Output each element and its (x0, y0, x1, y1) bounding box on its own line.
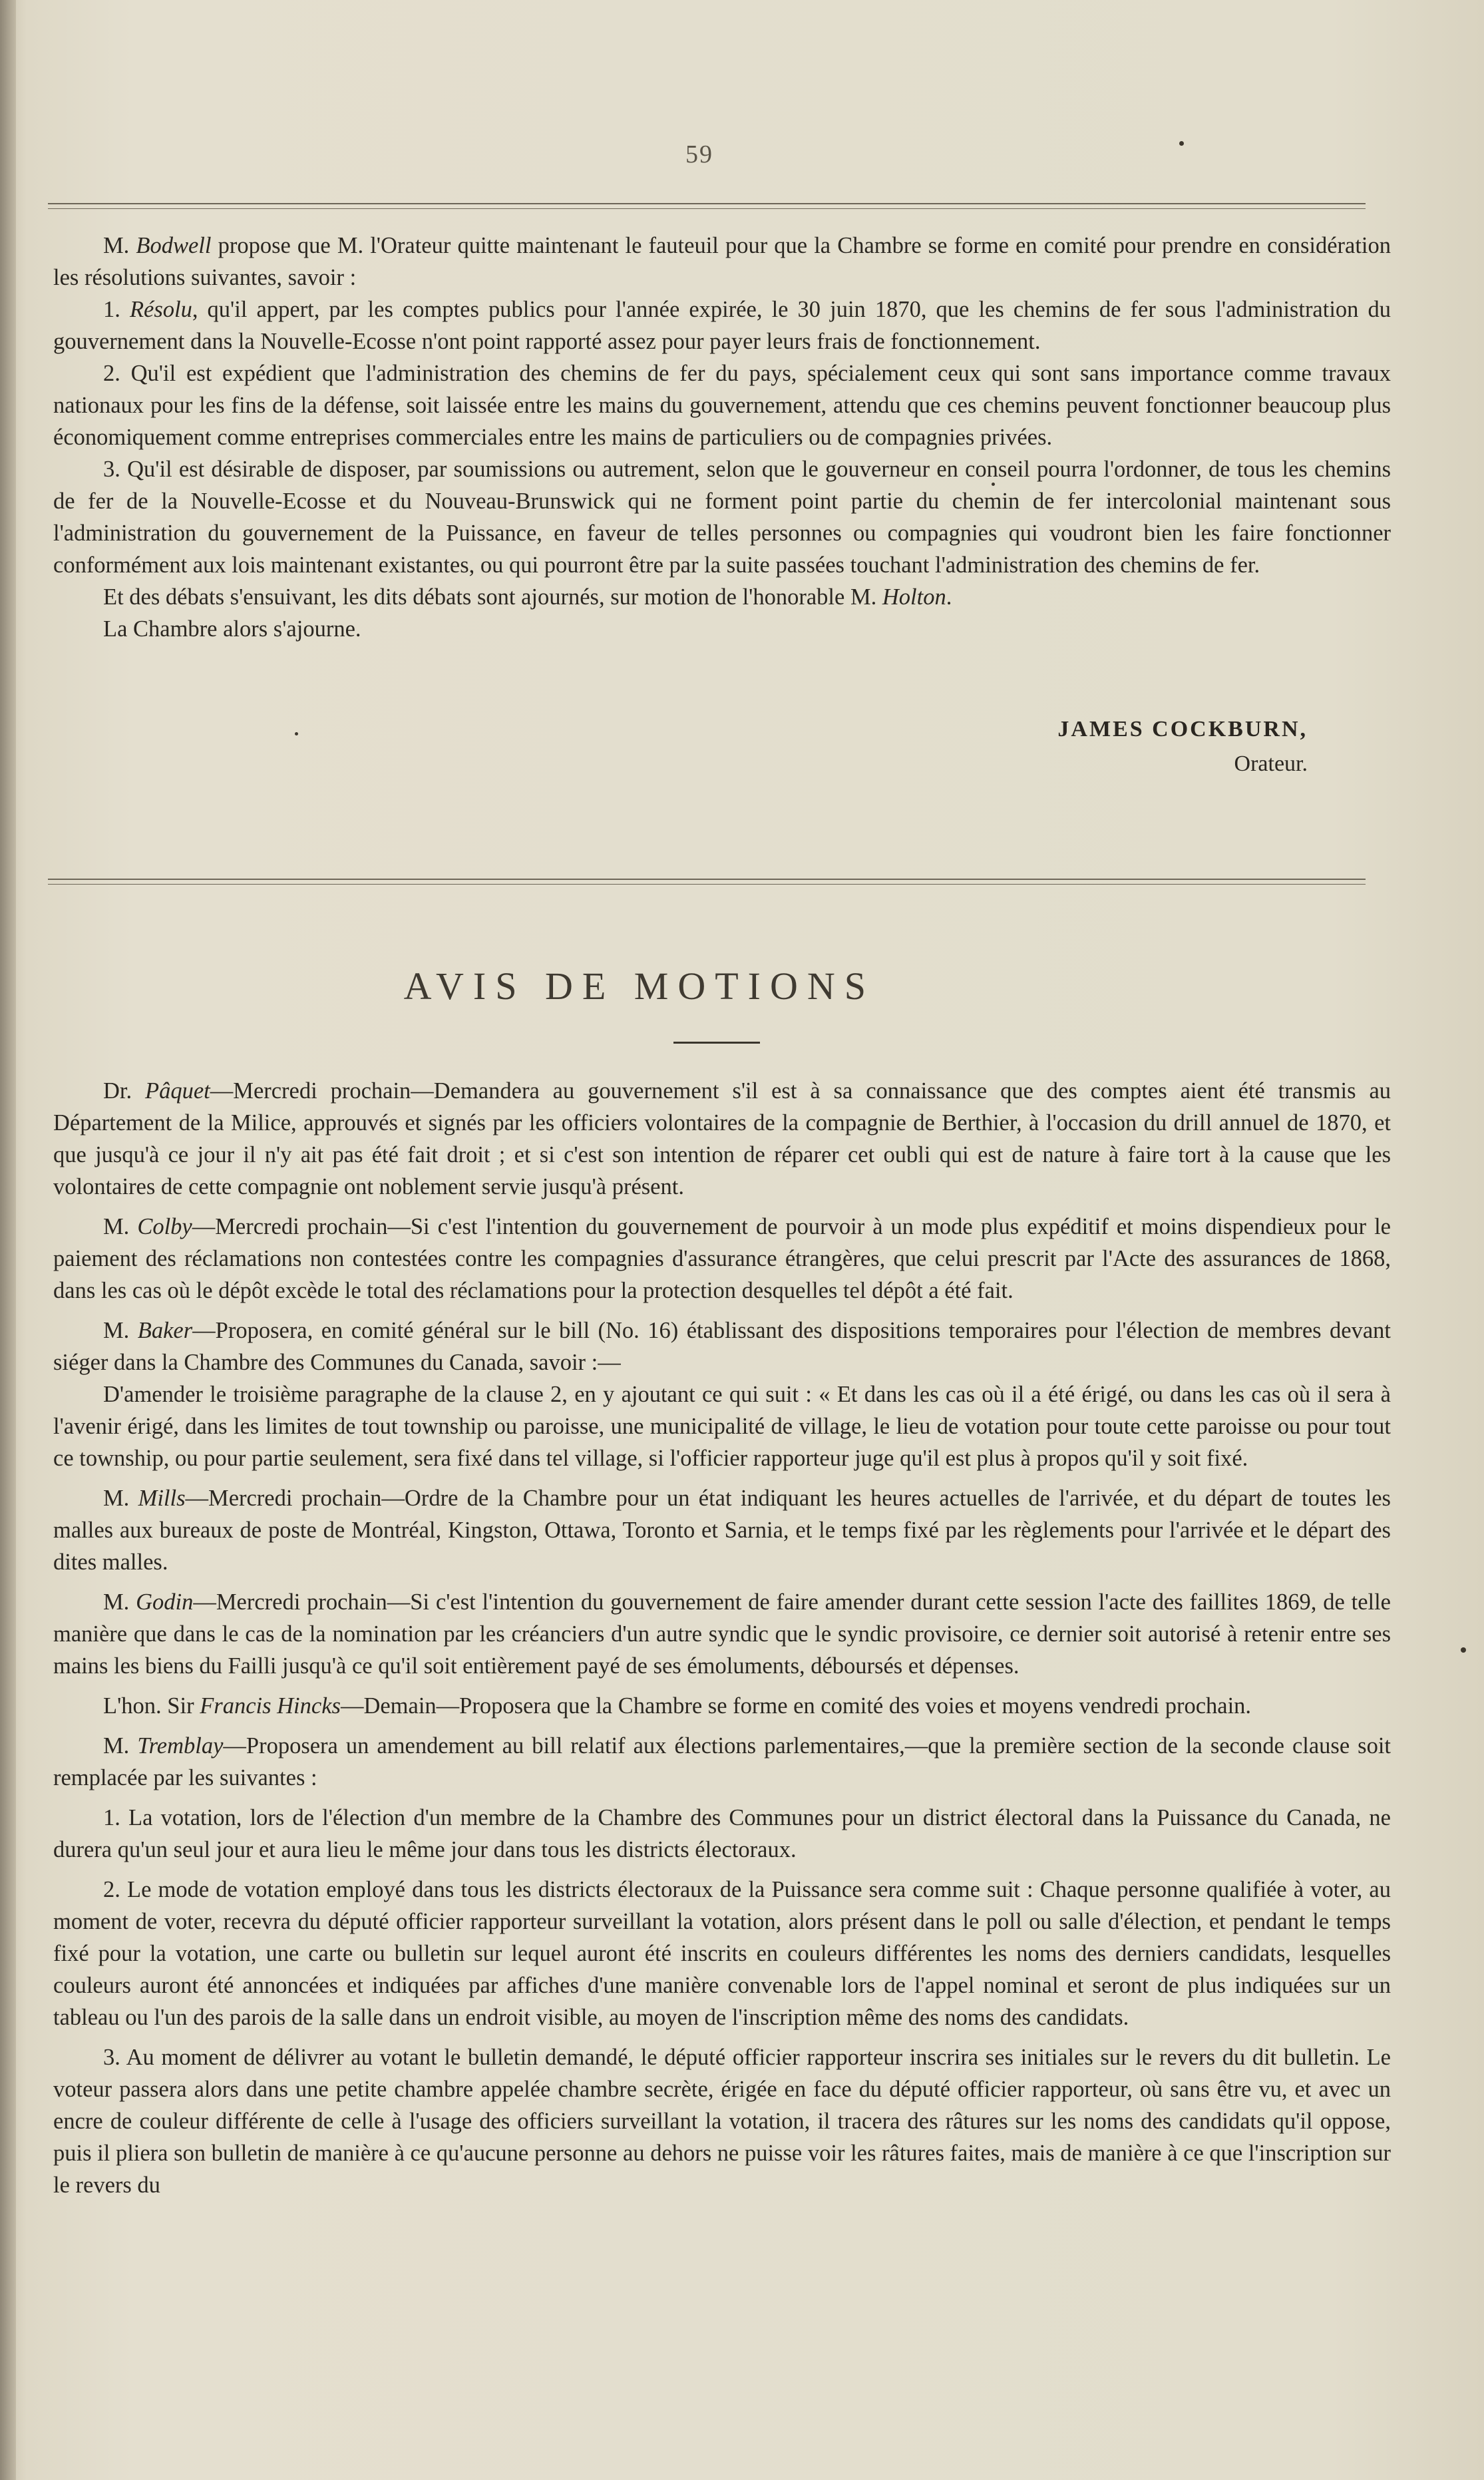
motion-text: —Proposera, en comité général sur le bill (No. 16) établissant des dispositions temporaires pour l'élection de membres devant siéger dans la Chambre des Communes du Canada, savoir :— (53, 1318, 1391, 1375)
motions-section (53, 1075, 1391, 2201)
page-number: 59 (685, 140, 713, 168)
member-name: Holton (882, 584, 946, 610)
scan-speck (992, 483, 995, 486)
tremblay-clause-3: 3. Au moment de délivrer au votant le bulletin demandé, le député officier rapporteur inscrira ses initiales sur le revers du dit bulletin. Le voteur passera alors dans une petite chambre appelée chambre secrète, érigée en face du député officier rapporteur, où sans être vu, et avec un encre de couleur différente de celle à l'usage des officiers surveillant la votation, il tracera des râtures sur les noms des candidats qu'il oppose, puis il pliera son bulletin de manière à ce qu'aucune personne au dehors ne puisse voir les râtures faites, mais de manière à ce que l'inscription sur le revers du (53, 2045, 1391, 2198)
paragraph-bodwell (53, 230, 1391, 294)
prefix: M. (103, 1486, 138, 1511)
scan-speck (1179, 141, 1184, 146)
member-name: Tremblay (137, 1733, 224, 1758)
motion-baker-amendment: D'amender le troisième paragraphe de la clause 2, en y ajoutant ce qui suit : « Et dans les cas où il a été érigé, ou dans les cas où il sera à l'avenir érigé, dans les limites de tout township ou paroisse, une municipalité de village, le lieu de votation pour toute cette paroisse ou pour tout ce township, ou pour partie seulement, sera fixé dans tel village, si l'officier rapporteur juge qu'il est plus à propos qu'il y soit fixé. (53, 1382, 1391, 1471)
motion-text: —Proposera un amendement au bill relatif aux élections parlementaires,—que la première section de la seconde clause soit remplacée par les suivantes : (53, 1733, 1391, 1790)
member-name: Mills (138, 1486, 186, 1511)
resolu-word: Résolu (129, 297, 192, 322)
motion-tremblay (53, 1730, 1391, 1794)
suffix: . (946, 584, 952, 610)
member-name: Pâquet (145, 1078, 210, 1104)
member-name: Bodwell (136, 233, 212, 258)
tremblay-clause-1: 1. La votation, lors de l'élection d'un membre de la Chambre des Communes pour un district électoral dans la Puissance du Canada, ne durera qu'un seul jour et aura lieu le même jour dans tous les districts électoraux. (53, 1805, 1391, 1862)
prefix: M. (103, 233, 136, 258)
debate-adjourned (53, 581, 1391, 613)
top-section (53, 230, 1391, 645)
motion-text: —Mercredi prochain—Ordre de la Chambre pour un état indiquant les heures actuelles de l'arrivée, et du départ de toutes les malles aux bureaux de poste de Montréal, Kingston, Ottawa, Toronto et Sarnia, et le temps fixé par les règlements pour l'arrivée et le départ des dites malles. (53, 1486, 1391, 1575)
prefix: M. (103, 1214, 138, 1239)
resolution-1 (53, 294, 1391, 357)
scan-speck (1461, 1647, 1466, 1653)
prefix: M. (103, 1733, 138, 1758)
motion-colby (53, 1211, 1391, 1307)
binding-edge (0, 0, 16, 2480)
title-underline (673, 1042, 760, 1044)
section-rule (48, 879, 1366, 880)
motion-godin (53, 1586, 1391, 1682)
motion-paquet (53, 1075, 1391, 1203)
member-name: Colby (137, 1214, 192, 1239)
motion-mills (53, 1482, 1391, 1578)
prefix: L'hon. Sir (103, 1693, 200, 1719)
resolution-2: 2. Qu'il est expédient que l'administration des chemins de fer du pays, spécialement ceux qui sont sans importance comme travaux nationaux pour les fins de la défense, soit laissée entre les mains du gouvernement, attendu que ces chemins peuvent fonctionner beaucoup plus économiquement comme entreprises commerciales entre les mains de particuliers ou de compagnies privées. (53, 361, 1391, 450)
prefix: M. (103, 1589, 136, 1615)
member-name: Baker (137, 1318, 193, 1343)
chamber-adjourns: La Chambre alors s'ajourne. (103, 616, 361, 642)
motion-text: —Mercredi prochain—Si c'est l'intention du gouvernement de faire amender durant cette session l'acte des faillites 1869, de telle manière que dans le cas de la nomination par les créanciers d'un autre syndic que le syndic provisoire, ce dernier soit autorisé à retenir entre ses mains les biens du Failli jusqu'à ce qu'il soit entièrement payé de ses émoluments, déboursés et dépenses. (53, 1589, 1391, 1679)
speaker-title: Orateur. (1234, 751, 1308, 776)
paragraph-text: , qu'il appert, par les comptes publics pour l'année expirée, le 30 juin 1870, que les chemins de fer sous l'administration du gouvernement dans la Nouvelle-Ecosse n'ont point rapporté assez pour payer leurs frais de fonctionnement. (53, 297, 1391, 354)
speaker-name: JAMES COCKBURN, (1057, 717, 1308, 741)
prefix: M. (103, 1318, 138, 1343)
paragraph-text: propose que M. l'Orateur quitte maintenant le fauteuil pour que la Chambre se forme en comité pour prendre en considération les résolutions suivantes, savoir : (53, 233, 1391, 290)
header-rule (48, 203, 1366, 204)
section-title: AVIS DE MOTIONS (403, 964, 875, 1008)
motion-text: —Mercredi prochain—Demandera au gouvernement s'il est à sa connaissance que des comptes aient été transmis au Département de la Milice, approuvés et signés par les officiers volontaires de la compagnie de Berthier, à l'occasion du drill annuel de 1870, et que jusqu'à ce jour il n'y ait pas été fait droit ; et si c'est son intention de réparer cet oubli qui est de nature à faire tort à la cause que les volontaires de cette compagnie ont noblement servie jusqu'à présent. (53, 1078, 1391, 1199)
motion-text: —Mercredi prochain—Si c'est l'intention du gouvernement de pourvoir à un mode plus expéditif et moins dispendieux pour le paiement des réclamations non contestées contre les compagnies d'assurance étrangères, que celui prescrit par l'Acte des assurances de 1868, dans les cas où le dépôt excède le total des réclamations pour la protection desquelles tel dépôt a été fait. (53, 1214, 1391, 1303)
tremblay-clause-2: 2. Le mode de votation employé dans tous les districts électoraux de la Puissance sera comme suit : Chaque personne qualifiée à voter, au moment de voter, recevra du député officier rapporteur surveillant la votation, alors présent dans le poll ou salle d'élection, et pendant le temps fixé pour la votation, une carte ou bulletin sur lequel auront été inscrits en couleurs différentes les noms des derniers candidats, lesquelles couleurs auront été annoncées et indiquées par affiches d'une manière convenable lors de l'appel nominal et seront de plus indiquées sur un tableau ou l'un des parois de la salle dans un endroit visible, au moyen de l'inscription même des noms des candidats. (53, 1877, 1391, 2030)
paragraph-text: Et des débats s'ensuivant, les dits débats sont ajournés, sur motion de l'honorable M. (103, 584, 882, 610)
resolution-3: 3. Qu'il est désirable de disposer, par soumissions ou autrement, selon que le gouverneur en conseil pourra l'ordonner, de tous les chemins de fer de la Nouvelle-Ecosse et du Nouveau-Brunswick qui ne forment point partie du chemin de fer intercolonial maintenant sous l'administration du gouvernement de la Puissance, en faveur de telles personnes ou compagnies qui voudront bien les faire fonctionner conformément aux lois maintenant existantes, ou qui pourront être par la suite passées touchant l'administration des chemins de fer. (53, 457, 1391, 578)
motion-text: —Demain—Proposera que la Chambre se forme en comité des voies et moyens vendredi prochain. (340, 1693, 1252, 1719)
member-name: Godin (136, 1589, 194, 1615)
member-name: Francis Hincks (200, 1693, 341, 1719)
motion-baker (53, 1315, 1391, 1378)
resolution-number: 1. (103, 297, 130, 322)
signature-block (1057, 712, 1308, 781)
prefix: Dr. (103, 1078, 146, 1104)
motion-hincks (53, 1690, 1391, 1722)
scan-speck (295, 732, 298, 735)
